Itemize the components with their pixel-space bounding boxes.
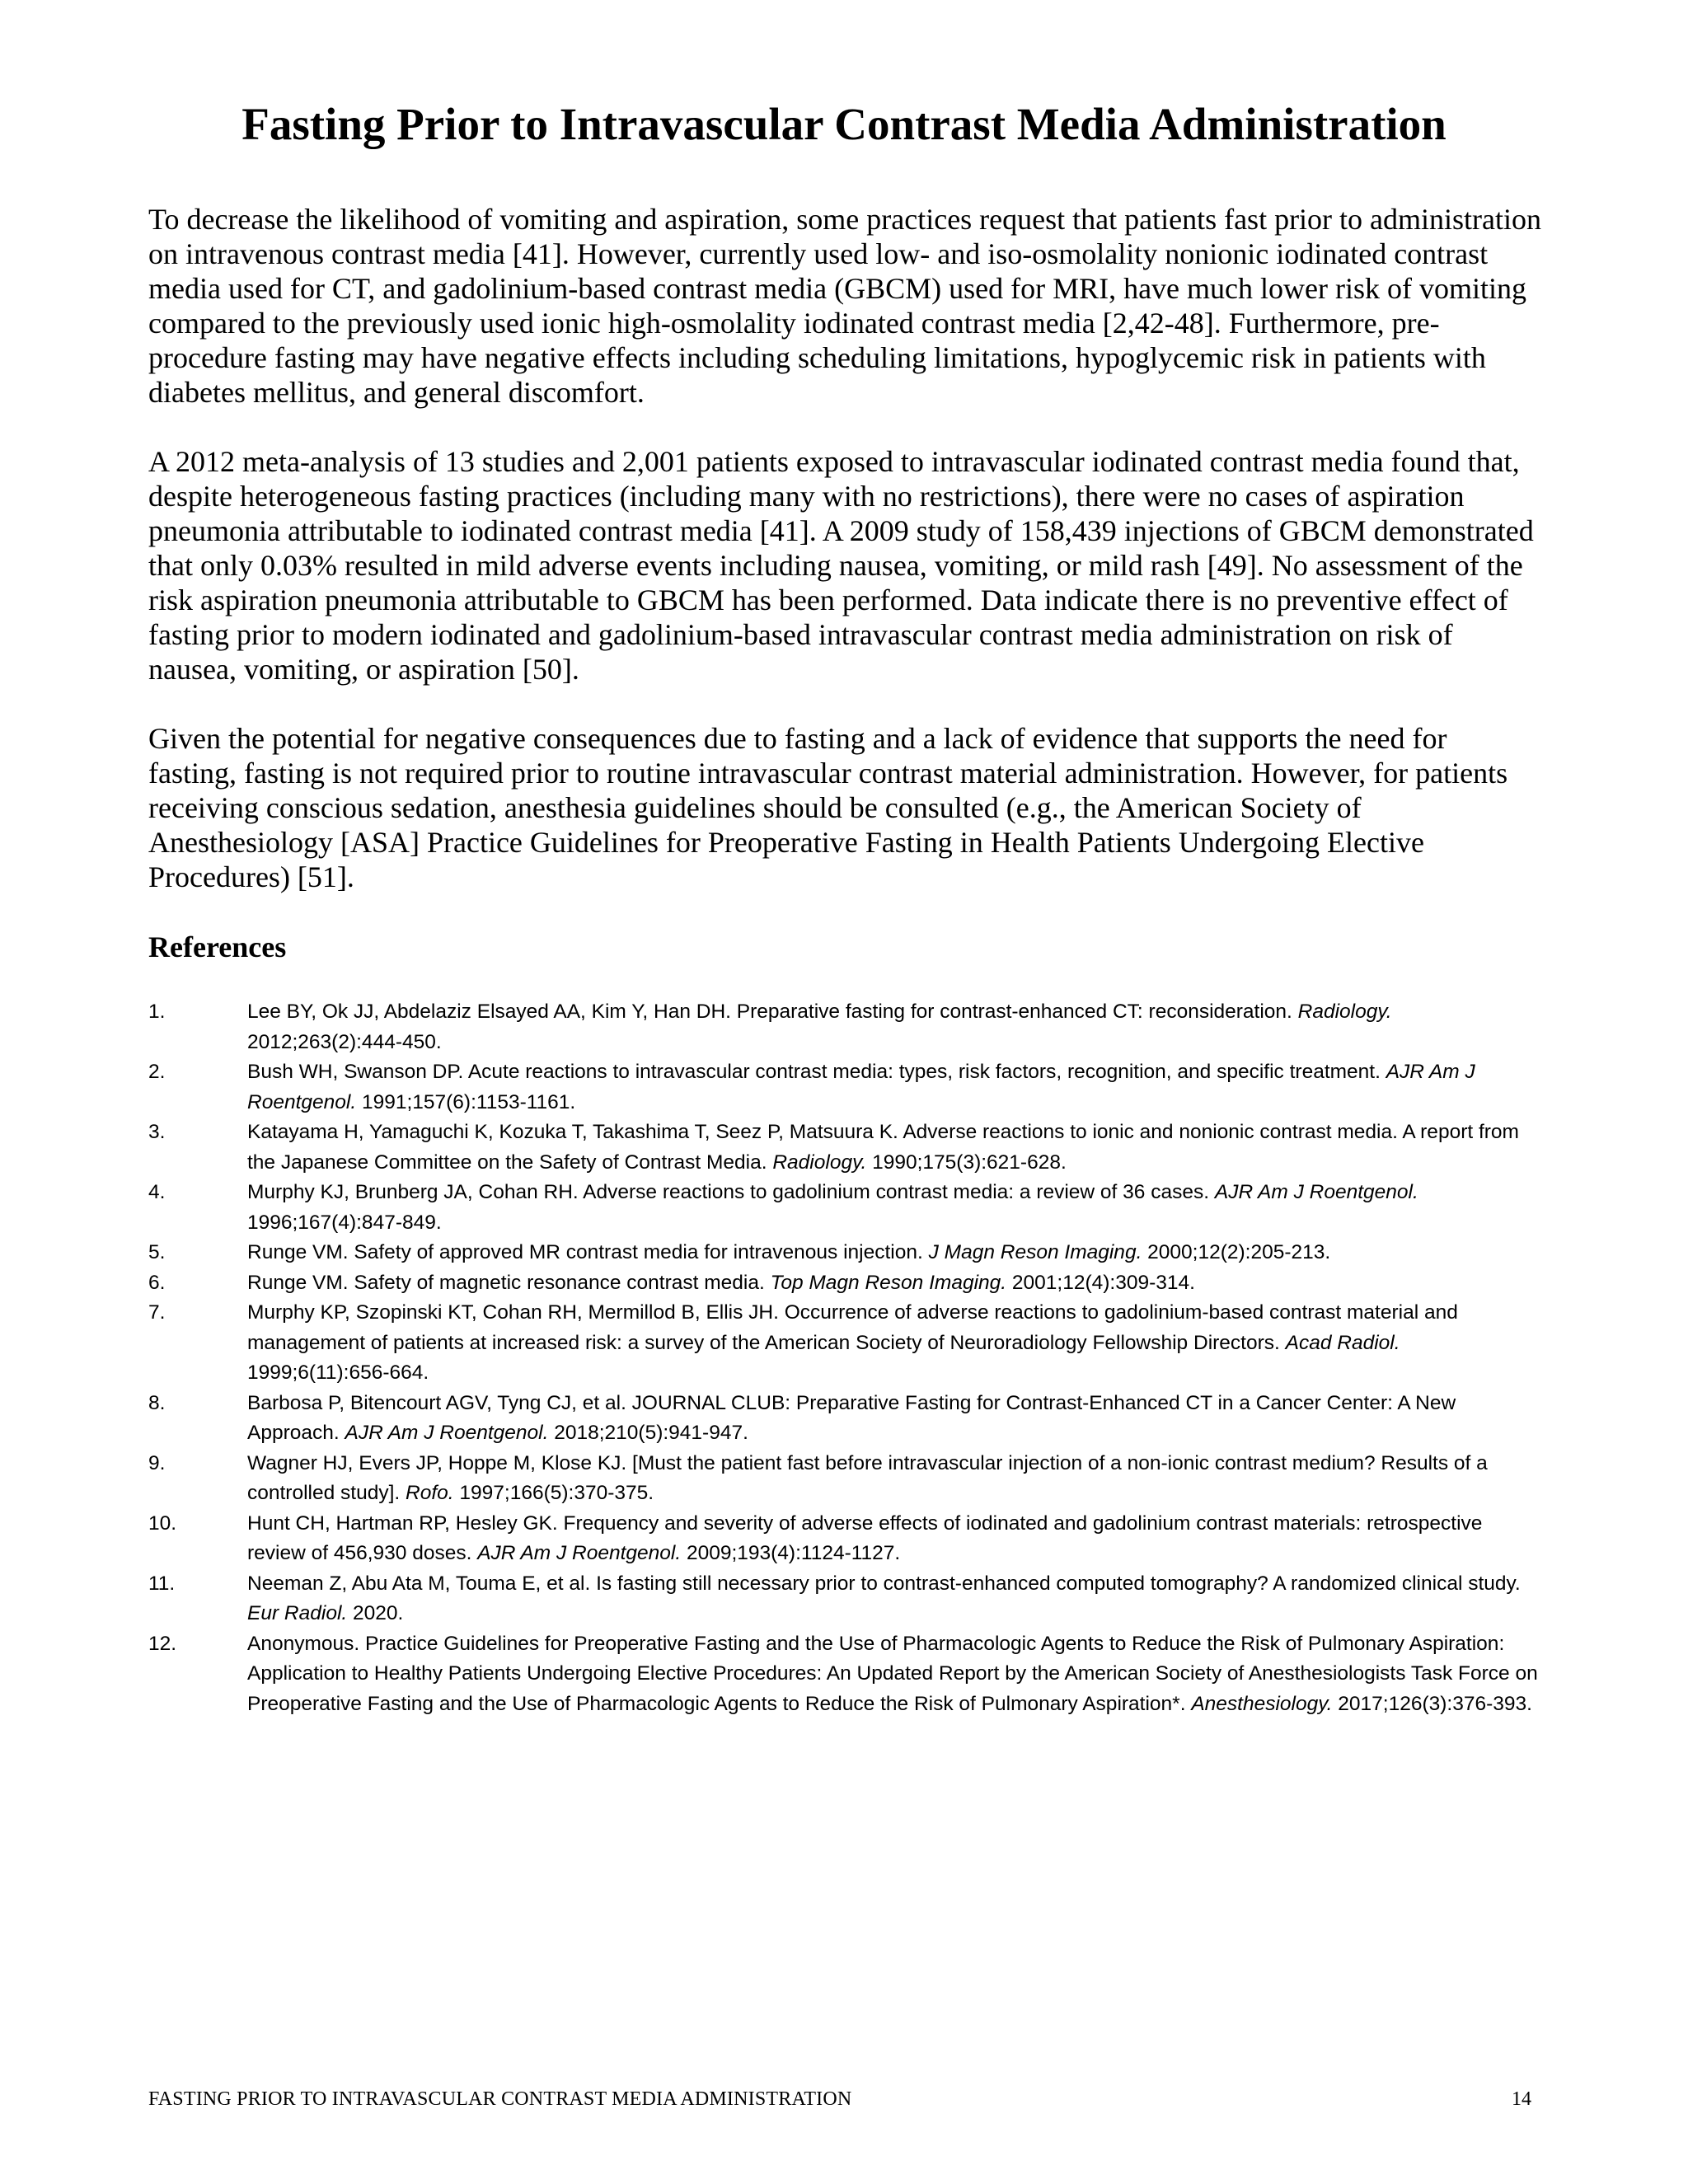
reference-text: Anonymous. Practice Guidelines for Preoperative Fasting and the Use of Pharmacologic Agents to Reduce the Risk of Pulmonary Aspiration: Application to Healthy Patients Undergoing Elective Procedures: An Updated Report by the American Society of Anesthesiologists Task Force on Preoperative Fasting and the Use of Pharmacologic Agents to Reduce the Risk of Pulmonary Aspiration*. — [247, 1632, 1538, 1715]
reference-item — [148, 1449, 1541, 1509]
reference-journal: Rofo. — [406, 1482, 454, 1504]
running-head: FASTING PRIOR TO INTRAVASCULAR CONTRAST MEDIA ADMINISTRATION — [148, 2088, 852, 2110]
reference-text: Lee BY, Ok JJ, Abdelaziz Elsayed AA, Kim Y, Han DH. Preparative fasting for contrast-enhanced CT: reconsideration. — [247, 1001, 1298, 1023]
reference-text: Runge VM. Safety of approved MR contrast media for intravenous injection. — [247, 1241, 929, 1263]
references-list — [148, 997, 1541, 1719]
reference-journal: AJR Am J Roentgenol. — [1214, 1181, 1418, 1203]
reference-number: 8. — [148, 1391, 166, 1414]
reference-number: 9. — [148, 1451, 166, 1474]
reference-text: Bush WH, Swanson DP. Acute reactions to intravascular contrast media: types, risk factors, recognition, and specific treatment. — [247, 1061, 1386, 1083]
reference-text: Katayama H, Yamaguchi K, Kozuka T, Takashima T, Seez P, Matsuura K. Adverse reactions to ionic and nonionic contrast media. A report from the Japanese Committee on the Safety of Contrast Media. — [247, 1121, 1519, 1174]
reference-text: Neeman Z, Abu Ata M, Touma E, et al. Is fasting still necessary prior to contrast-enhanced computed tomography? A randomized clinical study. — [247, 1572, 1521, 1595]
reference-journal: Top Magn Reson Imaging. — [770, 1271, 1007, 1294]
reference-item — [148, 1057, 1541, 1118]
reference-item — [148, 1118, 1541, 1178]
reference-citation: 2020. — [347, 1602, 404, 1624]
reference-citation: 2009;193(4):1124-1127. — [681, 1542, 901, 1564]
paragraph-1: To decrease the likelihood of vomiting and aspiration, some practices request that patients fast prior to administration on intravenous contrast media [41]. However, currently used low- and iso-osmolality nonionic iodinated contrast media used for CT, and gadolinium-based contrast media (GBCM) used for MRI, have much lower risk of vomiting compared to the previously used ionic high-osmolality iodinated contrast media [2,42-48]. Furthermore, pre-procedure fasting may have negative effects including scheduling limitations, hypoglycemic risk in patients with diabetes mellitus, and general discomfort. — [148, 203, 1542, 409]
reference-number: 4. — [148, 1181, 166, 1203]
reference-number: 5. — [148, 1241, 166, 1263]
reference-citation: 2001;12(4):309-314. — [1006, 1271, 1195, 1294]
reference-text: Murphy KJ, Brunberg JA, Cohan RH. Adverse reactions to gadolinium contrast media: a review of 36 cases. — [247, 1181, 1215, 1203]
reference-number: 7. — [148, 1301, 166, 1324]
reference-item — [148, 1238, 1541, 1268]
body-text — [148, 202, 1541, 929]
reference-text: Wagner HJ, Evers JP, Hoppe M, Klose KJ. [Must the patient fast before intravascular injection of a non-ionic contrast medium? Results of a controlled study]. — [247, 1451, 1488, 1504]
reference-journal: Acad Radiol. — [1285, 1331, 1400, 1354]
reference-text: Murphy KP, Szopinski KT, Cohan RH, Mermillod B, Ellis JH. Occurrence of adverse reactions to gadolinium-based contrast material and management of patients at increased risk: a survey of the American Society of Neuroradiology Fellowship Directors. — [247, 1301, 1458, 1354]
reference-item — [148, 1268, 1541, 1299]
references-heading: References — [148, 930, 287, 963]
reference-citation: 1990;175(3):621-628. — [866, 1151, 1067, 1174]
reference-item — [148, 1178, 1541, 1238]
reference-item — [148, 1569, 1541, 1629]
reference-journal: J Magn Reson Imaging. — [928, 1241, 1142, 1263]
reference-item — [148, 1509, 1541, 1569]
page-number: 14 — [1512, 2088, 1531, 2110]
reference-item — [148, 1298, 1541, 1389]
reference-item — [148, 1389, 1541, 1449]
reference-citation: 1991;157(6):1153-1161. — [356, 1090, 576, 1113]
reference-number: 10. — [148, 1511, 177, 1535]
reference-item — [148, 997, 1541, 1057]
paragraph-2: A 2012 meta-analysis of 13 studies and 2,001 patients exposed to intravascular iodinated contrast media found that, despite heterogeneous fasting practices (including many with no restrictions), there were no cases of aspiration pneumonia attributable to iodinated contrast media [41]. A 2009 study of 158,439 injections of GBCM demonstrated that only 0.03% resulted in mild adverse events including nausea, vomiting, or mild rash [49]. No assessment of the risk aspiration pneumonia attributable to GBCM has been performed. Data indicate there is no preventive effect of fasting prior to modern iodinated and gadolinium-based intravascular contrast media administration on risk of nausea, vomiting, or aspiration [50]. — [148, 445, 1534, 686]
reference-journal: AJR Am J Roentgenol. — [247, 1061, 1475, 1113]
reference-citation: 2000;12(2):205-213. — [1142, 1241, 1331, 1263]
reference-number: 11. — [148, 1572, 176, 1595]
reference-number: 12. — [148, 1632, 177, 1655]
page-title: Fasting Prior to Intravascular Contrast Media Administration — [241, 99, 1447, 149]
reference-citation: 1997;166(5):370-375. — [453, 1482, 654, 1504]
reference-journal: AJR Am J Roentgenol. — [477, 1542, 682, 1564]
reference-citation: 1999;6(11):656-664. — [247, 1361, 429, 1384]
reference-citation: 2018;210(5):941-947. — [548, 1422, 748, 1444]
reference-number: 2. — [148, 1061, 166, 1083]
reference-journal: AJR Am J Roentgenol. — [345, 1422, 549, 1444]
reference-citation: 2012;263(2):444-450. — [247, 1030, 442, 1053]
reference-text: Runge VM. Safety of magnetic resonance contrast media. — [247, 1271, 771, 1294]
reference-number: 3. — [148, 1121, 166, 1143]
reference-journal: Anesthesiology. — [1191, 1692, 1333, 1715]
reference-number: 1. — [148, 1001, 166, 1023]
reference-journal: Radiology. — [772, 1151, 867, 1174]
reference-citation: 2017;126(3):376-393. — [1332, 1692, 1532, 1715]
reference-journal: Radiology. — [1297, 1001, 1392, 1023]
reference-number: 6. — [148, 1271, 166, 1294]
paragraph-3: Given the potential for negative consequences due to fasting and a lack of evidence that supports the need for fasting, fasting is not required prior to routine intravascular contrast material administration. However, for patients receiving conscious sedation, anesthesia guidelines should be consulted (e.g., the American Society of Anesthesiology [ASA] Practice Guidelines for Preoperative Fasting in Health Patients Undergoing Elective Procedures) [51]. — [148, 722, 1508, 893]
reference-item — [148, 1629, 1541, 1720]
reference-text: Barbosa P, Bitencourt AGV, Tyng CJ, et al. JOURNAL CLUB: Preparative Fasting for Contrast-Enhanced CT in a Cancer Center: A New Approach. — [247, 1391, 1456, 1444]
reference-text: Hunt CH, Hartman RP, Hesley GK. Frequency and severity of adverse effects of iodinated and gadolinium contrast materials: retrospective review of 456,930 doses. — [247, 1511, 1483, 1564]
reference-journal: Eur Radiol. — [247, 1602, 348, 1624]
reference-citation: 1996;167(4):847-849. — [247, 1211, 442, 1234]
